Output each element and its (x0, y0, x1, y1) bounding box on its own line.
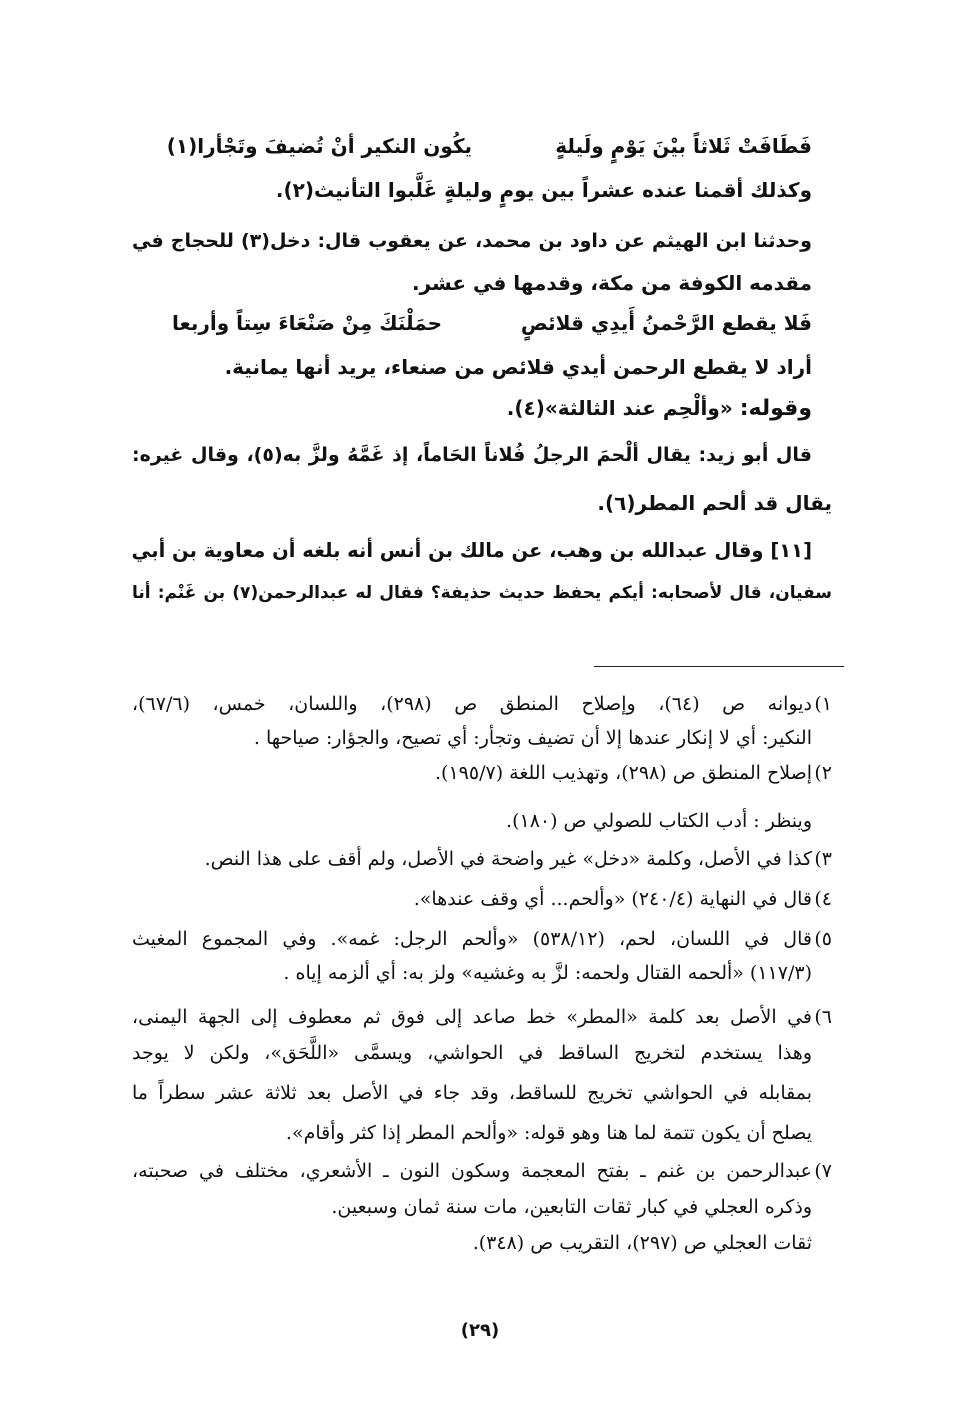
footnote-separator (594, 666, 844, 667)
footnote-4-line-1: قال في النهاية (٢٤٠/٤) «وألحم... أي وقف عندها». (413, 888, 812, 910)
footnote-1-number: ١) (814, 693, 832, 715)
main-line-8: قال أبو زيد: يقال ألْحمَ الرجلُ فُلاناً الحَاماً، إذ غَمَّهُ ولزَّ به(٥)، وقال غيره: (132, 444, 812, 466)
footnote-7-line-2: وذكره العجلي في كبار ثقات التابعين، مات سنة ثمان وسبعين. (331, 1196, 812, 1218)
footnote-2-number: ٢) (814, 762, 832, 784)
main-line-4: مقدمه الكوفة من مكة، وقدمها في عشر. (411, 271, 812, 295)
page-number: (٢٩) (460, 1320, 500, 1341)
qawluhu-text: «وألْحِم عند الثالثة»(٤). (506, 396, 733, 420)
footnote-3-number: ٣) (814, 848, 832, 870)
main-line-10 (132, 536, 812, 566)
verse-1-second-hemistich: يكُون النكير أنْ تُضيفَ وتَجْأرا(١) (166, 134, 472, 158)
footnote-6-line-3: بمقابله في الحواشي تخريج للساقط، وقد جاء في الأصل بعد ثلاثة عشر سطراً ما (132, 1082, 812, 1104)
verse-2-first-hemistich: فَلا يقطع الرَّحْمنُ أَيدِي قلائصٍ (520, 311, 812, 335)
main-line-3: وحدثنا ابن الهيثم عن داود بن محمد، عن يعقوب قال: دخل(٣) للحجاج في (132, 230, 812, 252)
footnote-5-line-1: قال في اللسان، لحم، (٥٣٨/١٢) «وألحم الرجل: غمه». وفي المجموع المغيث (132, 928, 812, 950)
qawluhu-label: وقوله: (739, 396, 812, 421)
verse-2-second-hemistich: حمَلْنَكَ مِنْ صَنْعَاءَ سِتاً وأربعا (172, 311, 442, 335)
main-line-2: وكذلك أقمنا عنده عشراً بين يومٍ وليلةٍ غَلَّبوا التأنيث(٢). (275, 178, 812, 202)
paragraph-number: [١١] (770, 539, 812, 562)
paragraph-text: وقال عبدالله بن وهب، عن مالك بن أنس أنه بلغه أن معاوية بن أبي (131, 539, 764, 562)
verse-1-first-hemistich: فَطَافَتْ ثَلاثاً بيْنَ يَوْمٍ ولَيلةٍ (555, 134, 812, 158)
main-line-11: سفيان، قال لأصحابه: أيكم يحفظ حديث حذيفة؟ فقال له عبدالرحمن(٧) بن غَنْم: أنا (132, 583, 832, 603)
footnote-1-line-2: النكير: أي لا إنكار عندها إلا أن تضيف وتجأر: أي تصيح، والجؤار: صياحها . (253, 727, 812, 749)
main-line-6: أراد لا يقطع الرحمن أيدي قلائص من صنعاء، يريد أنها يمانية. (224, 355, 812, 379)
footnote-4-number: ٤) (814, 888, 832, 910)
footnote-6-line-2: وهذا يستخدم لتخريج الساقط في الحواشي، ويسمَّى «اللَّحَق»، ولكن لا يوجد (132, 1042, 812, 1064)
main-line-9: يقال قد ألحم المطر(٦). (597, 491, 832, 515)
footnote-7-line-1: عبدالرحمن بن غنم ـ بفتح المعجمة وسكون النون ـ الأشعري، مختلف في صحبته، (132, 1160, 812, 1182)
footnote-6-number: ٦) (814, 1006, 832, 1028)
main-line-7 (152, 393, 812, 424)
footnote-2-line-1: إصلاح المنطق ص (٢٩٨)، وتهذيب اللغة (١٩٥/٧). (435, 762, 812, 784)
footnote-3-line-1: كذا في الأصل، وكلمة «دخل» غير واضحة في الأصل، ولم أقف على هذا النص. (204, 848, 812, 870)
footnote-5-line-2: (١١٧/٣) «ألحمه القتال ولحمه: لزَّ به وغشيه» ولز به: أي ألزمه إياه . (283, 962, 812, 984)
footnote-6-line-1: في الأصل بعد كلمة «المطر» خط صاعد إلى فوق ثم معطوف إلى الجهة اليمنى، (132, 1006, 812, 1028)
footnote-7-line-3: ثقات العجلي ص (٢٩٧)، التقريب ص (٣٤٨). (472, 1232, 812, 1254)
footnote-2-line-2: وينظر : أدب الكتاب للصولي ص (١٨٠). (506, 810, 812, 832)
footnote-7-number: ٧) (814, 1160, 832, 1182)
footnote-6-line-4: يصلح أن يكون تتمة لما هنا وهو قوله: «وألحم المطر إذا كثر وأقام». (285, 1122, 812, 1144)
footnote-1-line-1: ديوانه ص (٦٤)، وإصلاح المنطق ص (٢٩٨)، واللسان، خمس، (٦٧/٦)، (132, 693, 812, 715)
footnote-5-number: ٥) (814, 928, 832, 950)
